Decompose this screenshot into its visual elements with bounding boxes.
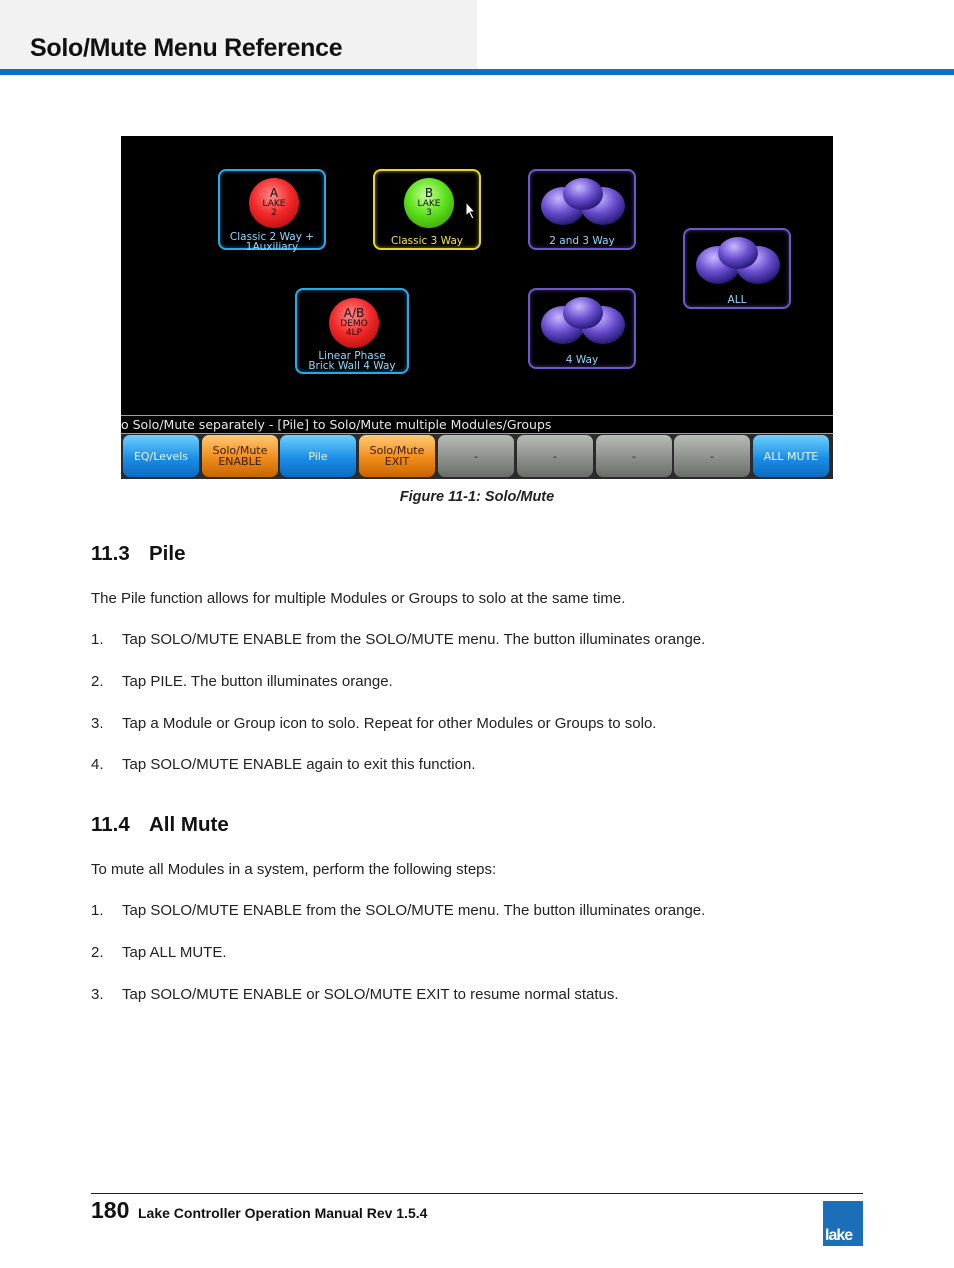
- pile-label: Pile: [308, 449, 328, 463]
- group-spheres-icon: [538, 295, 628, 347]
- section-number: 11.3: [91, 542, 130, 565]
- all-mute-label: ALL MUTE: [763, 449, 819, 463]
- step-text: Tap PILE. The button illuminates orange.: [122, 673, 393, 690]
- softkey-bar: [121, 434, 833, 479]
- blank-softkey-4[interactable]: [674, 435, 750, 477]
- section-title: All Mute: [149, 813, 229, 836]
- module-ab-count: 4LP: [345, 328, 363, 339]
- step-text: Tap SOLO/MUTE ENABLE again to exit this function.: [122, 756, 476, 773]
- solo-mute-enable-label-1: Solo/Mute: [212, 444, 268, 457]
- module-ab-tile[interactable]: [295, 288, 409, 374]
- module-a-ball: [249, 178, 299, 228]
- section-number: 11.4: [91, 813, 130, 836]
- module-b-count: 3: [426, 208, 432, 219]
- pile-step: [91, 631, 705, 648]
- section-heading-pile: [91, 542, 185, 566]
- group-all-tile[interactable]: [683, 228, 791, 309]
- figure-caption: Figure 11-1: Solo/Mute: [399, 489, 555, 505]
- group-2and3-tile[interactable]: [528, 169, 636, 250]
- step-number: 3.: [91, 986, 104, 1003]
- eq-levels-button[interactable]: [123, 435, 199, 477]
- all-mute-step: [91, 944, 227, 961]
- blank-softkey-label: -: [632, 449, 636, 463]
- header-rule: [0, 69, 954, 75]
- pile-step: [91, 673, 393, 690]
- page-number: 180: [91, 1197, 130, 1223]
- lake-logo: [823, 1201, 863, 1246]
- all-mute-intro: To mute all Modules in a system, perform the following steps:: [91, 861, 497, 878]
- group-4way-caption: 4 Way: [565, 354, 599, 366]
- all-mute-button[interactable]: [753, 435, 829, 477]
- module-b-caption: Classic 3 Way: [390, 235, 464, 247]
- module-a-id: A: [269, 186, 279, 201]
- group-spheres-icon: [693, 235, 783, 287]
- status-bar: o Solo/Mute separately - [Pile] to Solo/Mute multiple Modules/Groups: [121, 415, 833, 434]
- pile-intro: The Pile function allows for multiple Modules or Groups to solo at the same time.: [91, 590, 626, 607]
- group-spheres-icon: [538, 176, 628, 228]
- module-ab-id: A/B: [343, 306, 365, 321]
- pile-step: [91, 756, 476, 773]
- mouse-cursor-icon: [465, 201, 477, 221]
- blank-softkey-label: -: [474, 449, 478, 463]
- step-text: Tap ALL MUTE.: [122, 944, 227, 961]
- footer-rule: [91, 1193, 863, 1194]
- module-a-caption-2: 1Auxiliary: [245, 241, 299, 253]
- step-number: 1.: [91, 631, 104, 648]
- step-text: Tap SOLO/MUTE ENABLE from the SOLO/MUTE menu. The button illuminates orange.: [122, 902, 706, 919]
- blank-softkey-2[interactable]: [517, 435, 593, 477]
- blank-softkey-label: -: [553, 449, 557, 463]
- lake-logo-text: lake: [825, 1227, 853, 1244]
- group-2and3-caption: 2 and 3 Way: [549, 235, 615, 247]
- module-a-caption-1: Classic 2 Way +: [229, 231, 315, 243]
- module-a-tile[interactable]: [218, 169, 326, 253]
- blank-softkey-1[interactable]: [438, 435, 514, 477]
- section-heading-all-mute: [91, 813, 229, 837]
- step-number: 2.: [91, 944, 104, 961]
- blank-softkey-3[interactable]: [596, 435, 672, 477]
- all-mute-step: [91, 902, 705, 919]
- step-text: Tap SOLO/MUTE ENABLE from the SOLO/MUTE menu. The button illuminates orange.: [122, 631, 706, 648]
- solo-mute-enable-button[interactable]: [202, 435, 278, 477]
- step-text: Tap SOLO/MUTE ENABLE or SOLO/MUTE EXIT to resume normal status.: [122, 986, 619, 1003]
- module-ab-caption-2: Brick Wall 4 Way: [308, 360, 396, 372]
- solo-mute-exit-button[interactable]: [359, 435, 435, 477]
- page-header-title: Solo/Mute Menu Reference: [30, 34, 343, 62]
- pile-button[interactable]: [280, 435, 356, 477]
- step-text: Tap a Module or Group icon to solo. Repeat for other Modules or Groups to solo.: [122, 715, 657, 732]
- solo-mute-exit-label-2: EXIT: [384, 455, 410, 468]
- module-ab-type: DEMO: [340, 318, 368, 329]
- manual-title: Lake Controller Operation Manual Rev 1.5.4: [138, 1205, 428, 1221]
- section-title: Pile: [149, 542, 186, 565]
- eq-levels-label: EQ/Levels: [133, 449, 189, 463]
- step-number: 4.: [91, 756, 104, 773]
- module-b-ball: [404, 178, 454, 228]
- group-all-caption: ALL: [727, 294, 747, 306]
- step-number: 2.: [91, 673, 104, 690]
- group-4way-tile[interactable]: [528, 288, 636, 369]
- all-mute-step: [91, 986, 619, 1003]
- solo-mute-screenshot: [121, 136, 833, 479]
- module-a-count: 2: [271, 208, 277, 219]
- pile-step: [91, 715, 656, 732]
- step-number: 3.: [91, 715, 104, 732]
- module-b-type: LAKE: [417, 198, 441, 209]
- module-b-tile[interactable]: [373, 169, 481, 250]
- solo-mute-enable-label-2: ENABLE: [218, 455, 262, 468]
- solo-mute-exit-label-1: Solo/Mute: [369, 444, 425, 457]
- module-ab-caption-1: Linear Phase: [318, 350, 386, 362]
- step-number: 1.: [91, 902, 104, 919]
- module-b-id: B: [424, 186, 434, 201]
- module-ab-ball: [329, 298, 379, 348]
- module-a-type: LAKE: [262, 198, 286, 209]
- blank-softkey-label: -: [710, 449, 714, 463]
